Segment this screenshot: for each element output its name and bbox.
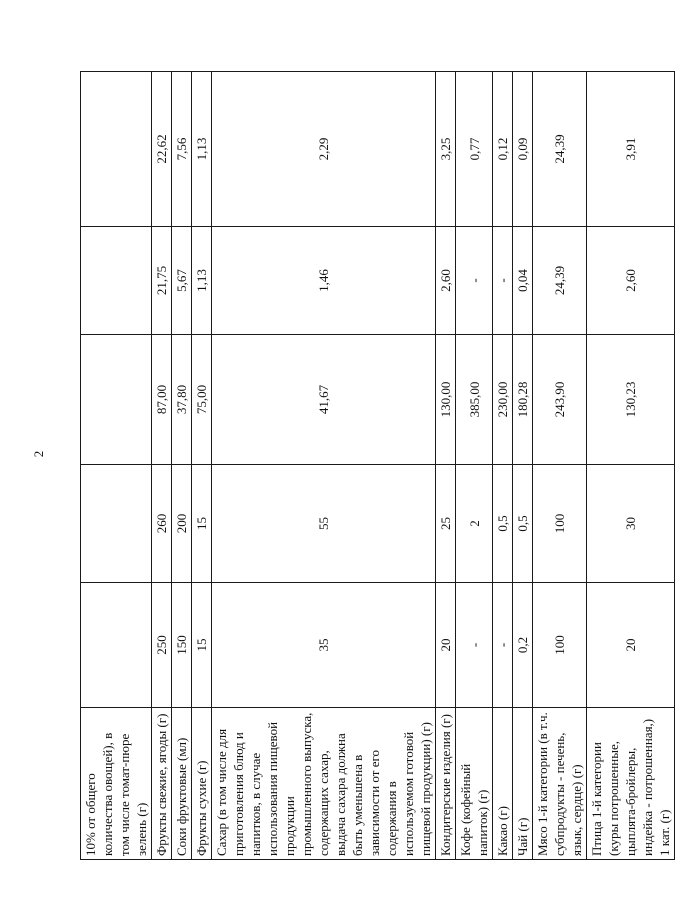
product-name-cell: Фрукты сухие (г) (192, 708, 212, 860)
table-cell: 0,2 (513, 583, 533, 708)
table-cell: 7,56 (172, 72, 192, 227)
table-cell: 21,75 (152, 227, 172, 335)
table-row (456, 72, 493, 860)
table-cell: 15 (192, 583, 212, 708)
table-row (212, 72, 436, 860)
table-cell: - (493, 583, 513, 708)
table-cell: 230,00 (493, 335, 513, 465)
table-row (152, 72, 172, 860)
table-cell (81, 583, 152, 708)
table-cell: 35 (212, 583, 436, 708)
table-row (172, 72, 192, 860)
table-cell: 3,25 (436, 72, 456, 227)
table-body (81, 72, 675, 860)
product-name-cell: Птица 1-й категории (куры потрошенные, цыплята-бройлеры, индейка - потрошенная,) 1 кат. (г) (587, 708, 675, 860)
table-cell (81, 227, 152, 335)
table-cell: 0,09 (513, 72, 533, 227)
table-cell: 100 (533, 465, 587, 583)
table-cell: - (456, 583, 493, 708)
table-cell: 0,5 (513, 465, 533, 583)
table-cell (81, 335, 152, 465)
table-row (436, 72, 456, 860)
table-cell: 25 (436, 465, 456, 583)
table-cell: 130,23 (587, 335, 675, 465)
rotated-page-content (80, 72, 672, 860)
food-norms-table (80, 71, 675, 860)
table-cell: - (456, 227, 493, 335)
product-name-cell: Кофе (кофейный напиток) (г) (456, 708, 493, 860)
table-cell: 1,13 (192, 72, 212, 227)
page-number: 2 (31, 450, 46, 458)
table-cell: 1,46 (212, 227, 436, 335)
table-cell: 0,5 (493, 465, 513, 583)
table-cell: 22,62 (152, 72, 172, 227)
table-cell: 20 (587, 583, 675, 708)
table-cell: 30 (587, 465, 675, 583)
table-cell: 87,00 (152, 335, 172, 465)
product-name-cell: Фрукты свежие, ягоды (г) (152, 708, 172, 860)
table-row (192, 72, 212, 860)
product-name-cell: Соки фруктовые (мл) (172, 708, 192, 860)
table-cell: 243,90 (533, 335, 587, 465)
table-cell: - (493, 227, 513, 335)
table-cell: 0,12 (493, 72, 513, 227)
product-name-cell: Какао (г) (493, 708, 513, 860)
table-cell: 24,39 (533, 227, 587, 335)
table-row (81, 72, 152, 860)
table-cell: 3,91 (587, 72, 675, 227)
table-cell: 1,13 (192, 227, 212, 335)
table-cell: 0,04 (513, 227, 533, 335)
table-row (493, 72, 513, 860)
table-cell: 75,00 (192, 335, 212, 465)
table-row (533, 72, 587, 860)
table-cell: 180,28 (513, 335, 533, 465)
table-cell: 0,77 (456, 72, 493, 227)
table-cell: 130,00 (436, 335, 456, 465)
table-cell: 24,39 (533, 72, 587, 227)
product-name-cell: Сахар (в том числе для приготовления блюд и напитков, в случае использования пищевой продукции промышленного выпуска, содержащих сахар, выдача сахара должна быть уменьшена в зависимости от его содержания в используемом готовой пищевой продукции) (г) (212, 708, 436, 860)
table-row (513, 72, 533, 860)
table-cell: 2,60 (587, 227, 675, 335)
table-cell: 100 (533, 583, 587, 708)
table-cell: 2,60 (436, 227, 456, 335)
product-name-cell: Чай (г) (513, 708, 533, 860)
table-cell (81, 72, 152, 227)
product-name-cell: Мясо 1-й категории (в т.ч. субпродукты - печень, язык, сердце) (г) (533, 708, 587, 860)
table-cell: 15 (192, 465, 212, 583)
table-cell: 5,67 (172, 227, 192, 335)
table-row (587, 72, 675, 860)
product-name-cell: Кондитерские изделия (г) (436, 708, 456, 860)
table-cell: 20 (436, 583, 456, 708)
table-cell: 41,67 (212, 335, 436, 465)
table-cell (81, 465, 152, 583)
table-cell: 2 (456, 465, 493, 583)
table-cell: 55 (212, 465, 436, 583)
product-name-cell: 10% от общего количества овощей), в том числе томат-пюре зелень (г) (81, 708, 152, 860)
table-cell: 260 (152, 465, 172, 583)
table-cell: 37,80 (172, 335, 192, 465)
table-cell: 385,00 (456, 335, 493, 465)
table-cell: 2,29 (212, 72, 436, 227)
table-cell: 150 (172, 583, 192, 708)
table-cell: 250 (152, 583, 172, 708)
table-cell: 200 (172, 465, 192, 583)
